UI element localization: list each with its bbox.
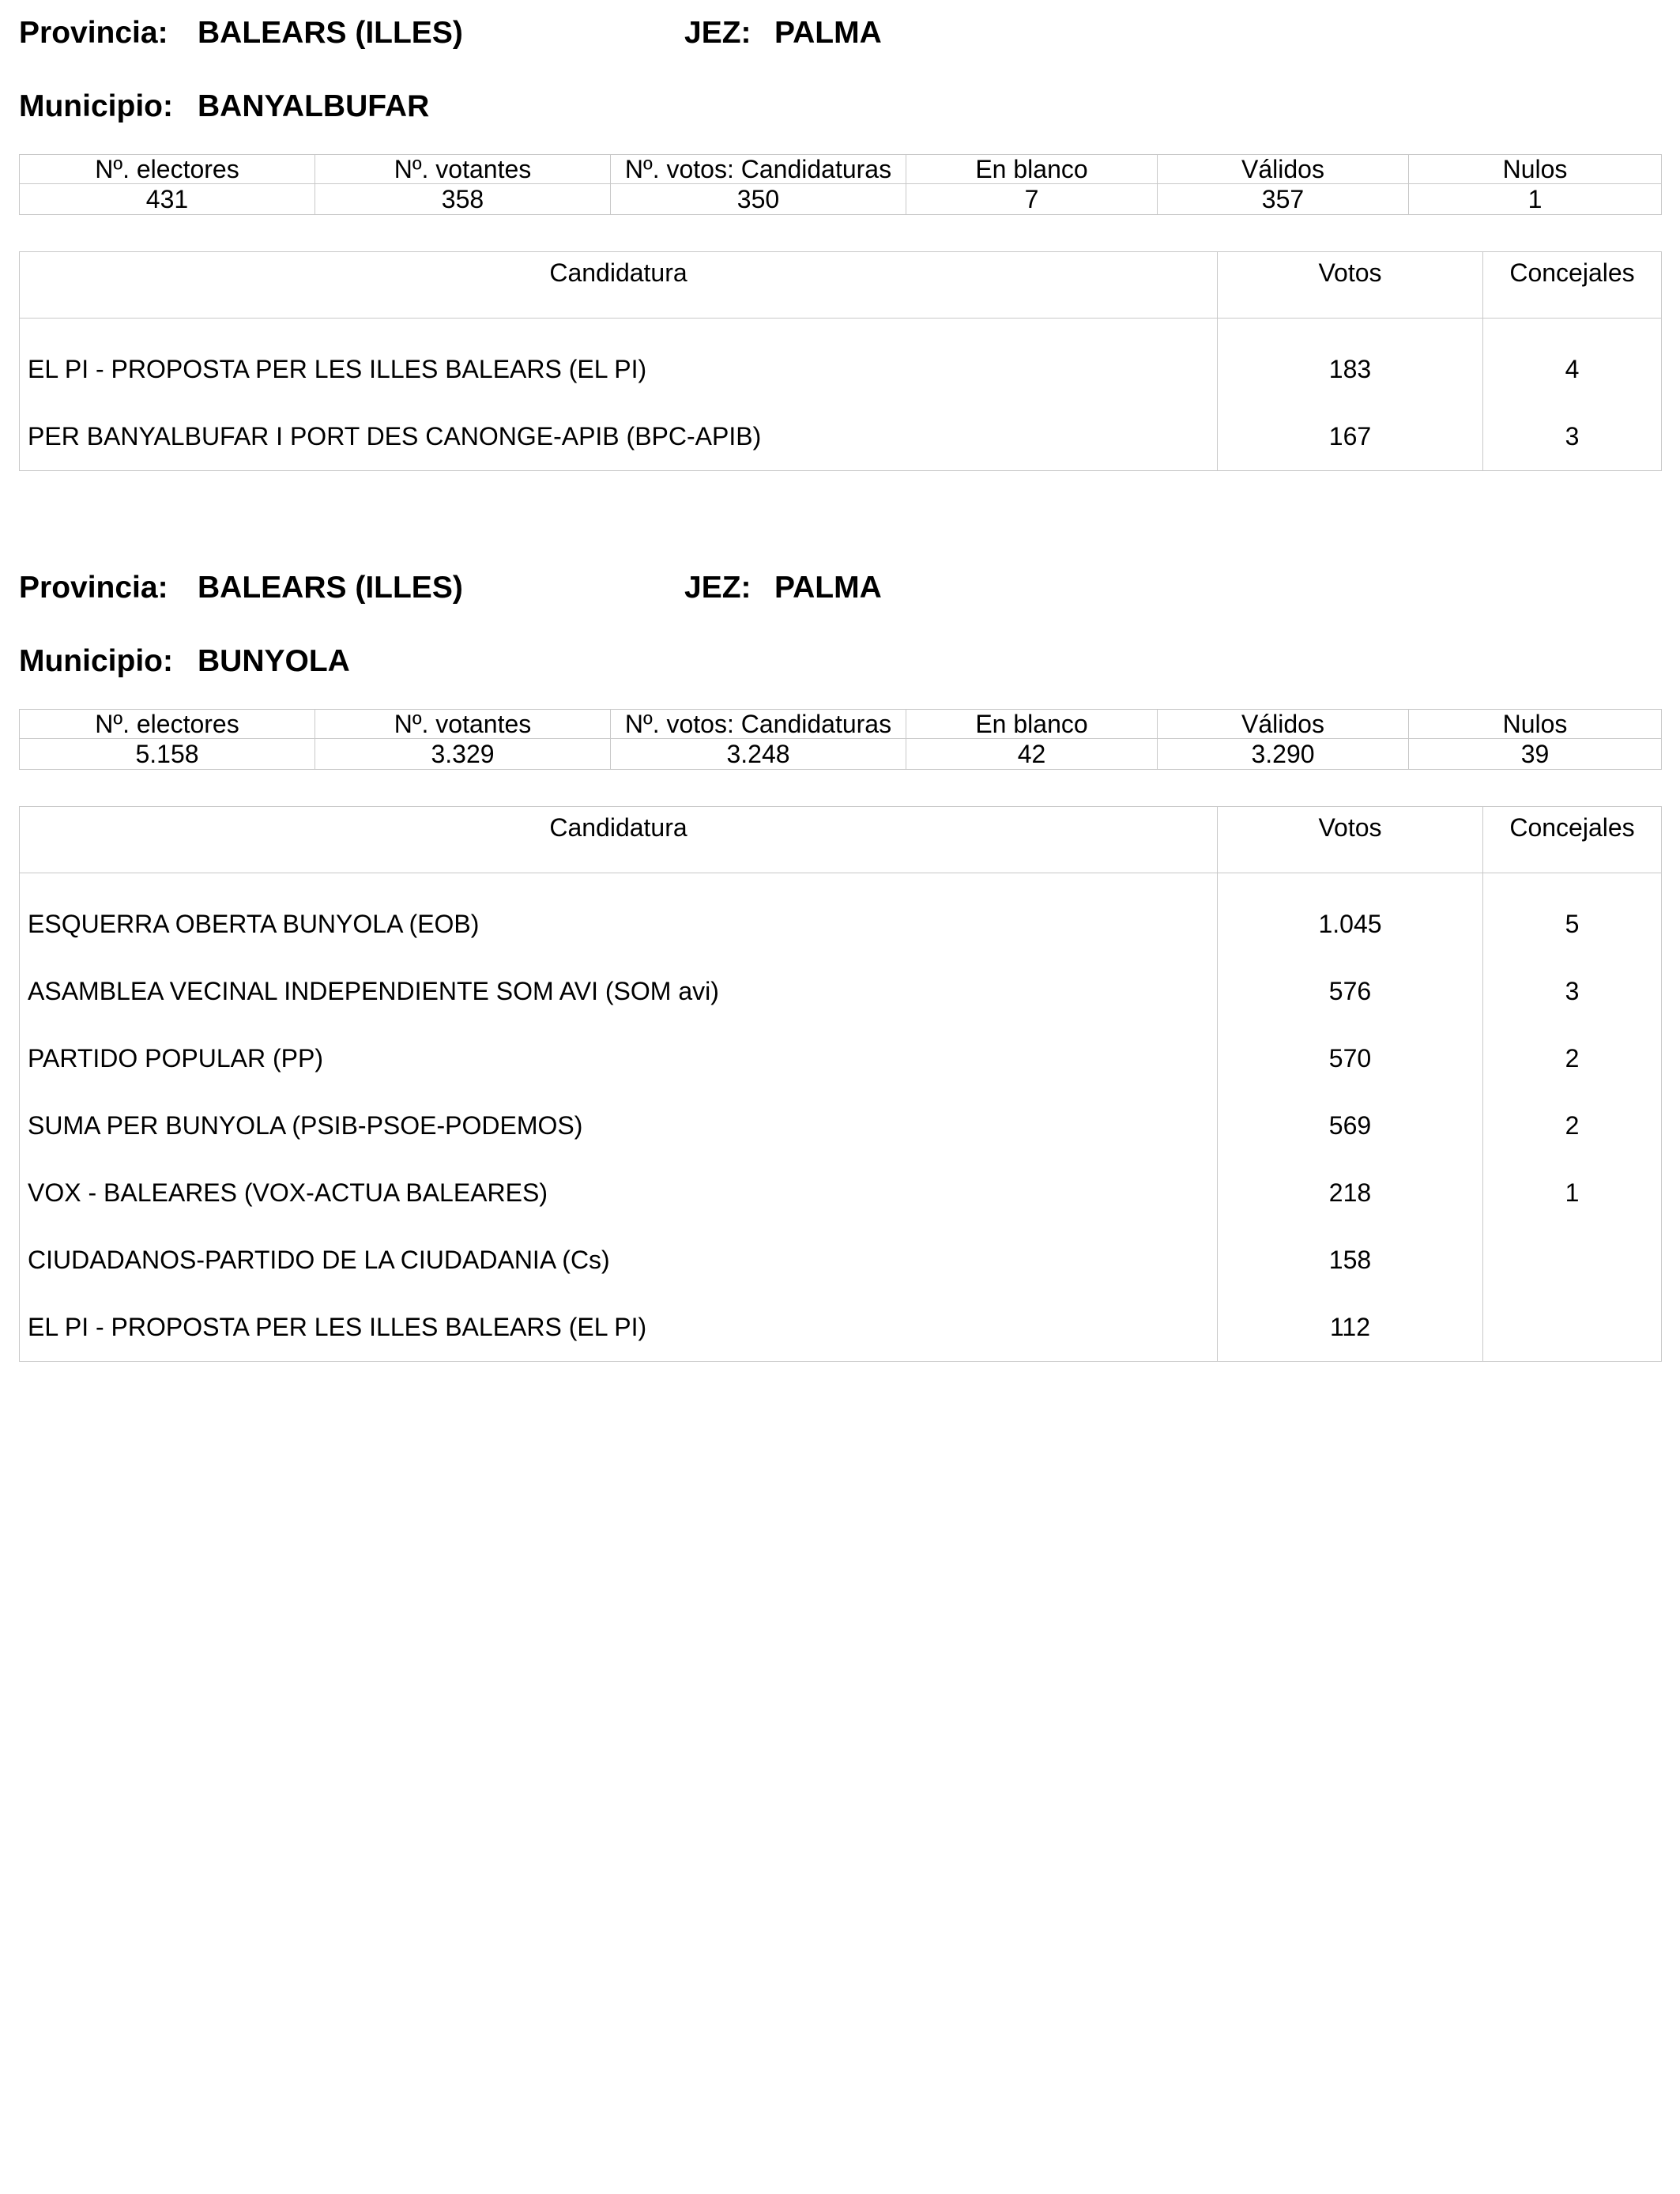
summary-value-votos-candidaturas: 350	[611, 184, 906, 215]
table-row	[20, 1025, 1662, 1092]
summary-values-row	[20, 184, 1662, 215]
summary-value-nulos: 1	[1409, 184, 1662, 215]
votos-cell: 167	[1218, 403, 1483, 471]
summary-header-nulos: Nulos	[1409, 155, 1662, 184]
results-header-votos: Votos	[1218, 807, 1483, 873]
results-header-row	[20, 807, 1662, 873]
summary-header-votos-candidaturas: Nº. votos: Candidaturas	[611, 155, 906, 184]
candidatura-cell: CIUDADANOS-PARTIDO DE LA CIUDADANIA (Cs)	[20, 1227, 1218, 1294]
summary-header-en-blanco: En blanco	[906, 710, 1158, 739]
votos-cell: 569	[1218, 1092, 1483, 1159]
votos-cell: 183	[1218, 319, 1483, 404]
summary-value-en-blanco: 7	[906, 184, 1158, 215]
votos-cell: 1.045	[1218, 873, 1483, 959]
table-row	[20, 1159, 1662, 1227]
concejales-cell: 2	[1483, 1092, 1662, 1159]
table-row	[20, 319, 1662, 404]
table-row	[20, 1294, 1662, 1362]
candidatura-cell: SUMA PER BUNYOLA (PSIB-PSOE-PODEMOS)	[20, 1092, 1218, 1159]
summary-table	[19, 709, 1662, 770]
summary-value-electores: 5.158	[20, 739, 315, 770]
provincia-value: BALEARS (ILLES)	[198, 571, 463, 605]
results-header-row	[20, 252, 1662, 319]
summary-value-en-blanco: 42	[906, 739, 1158, 770]
results-header-candidatura: Candidatura	[20, 807, 1218, 873]
summary-header-nulos: Nulos	[1409, 710, 1662, 739]
provincia-label: Provincia:	[19, 571, 168, 605]
table-row	[20, 873, 1662, 959]
summary-header-row	[20, 710, 1662, 739]
results-table	[19, 251, 1662, 471]
municipio-header	[19, 644, 1661, 692]
municipality-block-banyalbufar	[19, 16, 1661, 471]
concejales-cell: 4	[1483, 319, 1662, 404]
candidatura-cell: EL PI - PROPOSTA PER LES ILLES BALEARS (EL PI)	[20, 319, 1218, 404]
municipio-header	[19, 89, 1661, 137]
table-row	[20, 1227, 1662, 1294]
summary-value-validos: 3.290	[1158, 739, 1409, 770]
concejales-cell	[1483, 1227, 1662, 1294]
results-header-candidatura: Candidatura	[20, 252, 1218, 319]
candidatura-cell: ASAMBLEA VECINAL INDEPENDIENTE SOM AVI (SOM avi)	[20, 958, 1218, 1025]
concejales-cell: 5	[1483, 873, 1662, 959]
summary-header-electores: Nº. electores	[20, 710, 315, 739]
concejales-cell: 3	[1483, 403, 1662, 471]
municipio-label: Municipio:	[19, 644, 173, 678]
province-header	[19, 16, 1661, 63]
jez-value: PALMA	[774, 16, 882, 50]
municipio-value: BUNYOLA	[198, 644, 350, 678]
votos-cell: 570	[1218, 1025, 1483, 1092]
concejales-cell: 2	[1483, 1025, 1662, 1092]
summary-value-votos-candidaturas: 3.248	[611, 739, 906, 770]
summary-value-validos: 357	[1158, 184, 1409, 215]
summary-header-votantes: Nº. votantes	[315, 155, 611, 184]
municipio-value: BANYALBUFAR	[198, 89, 430, 123]
results-table	[19, 806, 1662, 1362]
summary-value-votantes: 358	[315, 184, 611, 215]
candidatura-cell: EL PI - PROPOSTA PER LES ILLES BALEARS (EL PI)	[20, 1294, 1218, 1362]
votos-cell: 218	[1218, 1159, 1483, 1227]
votos-cell: 158	[1218, 1227, 1483, 1294]
candidatura-cell: ESQUERRA OBERTA BUNYOLA (EOB)	[20, 873, 1218, 959]
concejales-cell	[1483, 1294, 1662, 1362]
candidatura-cell: PER BANYALBUFAR I PORT DES CANONGE-APIB (BPC-APIB)	[20, 403, 1218, 471]
concejales-cell: 1	[1483, 1159, 1662, 1227]
table-row	[20, 958, 1662, 1025]
municipality-block-bunyola	[19, 571, 1661, 1362]
results-header-concejales: Concejales	[1483, 252, 1662, 319]
summary-header-row	[20, 155, 1662, 184]
jez-value: PALMA	[774, 571, 882, 605]
summary-header-electores: Nº. electores	[20, 155, 315, 184]
summary-value-electores: 431	[20, 184, 315, 215]
concejales-cell: 3	[1483, 958, 1662, 1025]
municipio-label: Municipio:	[19, 89, 173, 123]
results-header-votos: Votos	[1218, 252, 1483, 319]
summary-header-validos: Válidos	[1158, 710, 1409, 739]
summary-header-validos: Válidos	[1158, 155, 1409, 184]
table-row	[20, 403, 1662, 471]
summary-table	[19, 154, 1662, 215]
provincia-value: BALEARS (ILLES)	[198, 16, 463, 50]
results-header-concejales: Concejales	[1483, 807, 1662, 873]
jez-label: JEZ:	[684, 571, 751, 605]
summary-values-row	[20, 739, 1662, 770]
candidatura-cell: PARTIDO POPULAR (PP)	[20, 1025, 1218, 1092]
candidatura-cell: VOX - BALEARES (VOX-ACTUA BALEARES)	[20, 1159, 1218, 1227]
summary-header-votantes: Nº. votantes	[315, 710, 611, 739]
provincia-label: Provincia:	[19, 16, 168, 50]
jez-label: JEZ:	[684, 16, 751, 50]
summary-value-nulos: 39	[1409, 739, 1662, 770]
province-header	[19, 571, 1661, 618]
votos-cell: 576	[1218, 958, 1483, 1025]
votos-cell: 112	[1218, 1294, 1483, 1362]
summary-header-votos-candidaturas: Nº. votos: Candidaturas	[611, 710, 906, 739]
summary-header-en-blanco: En blanco	[906, 155, 1158, 184]
table-row	[20, 1092, 1662, 1159]
summary-value-votantes: 3.329	[315, 739, 611, 770]
